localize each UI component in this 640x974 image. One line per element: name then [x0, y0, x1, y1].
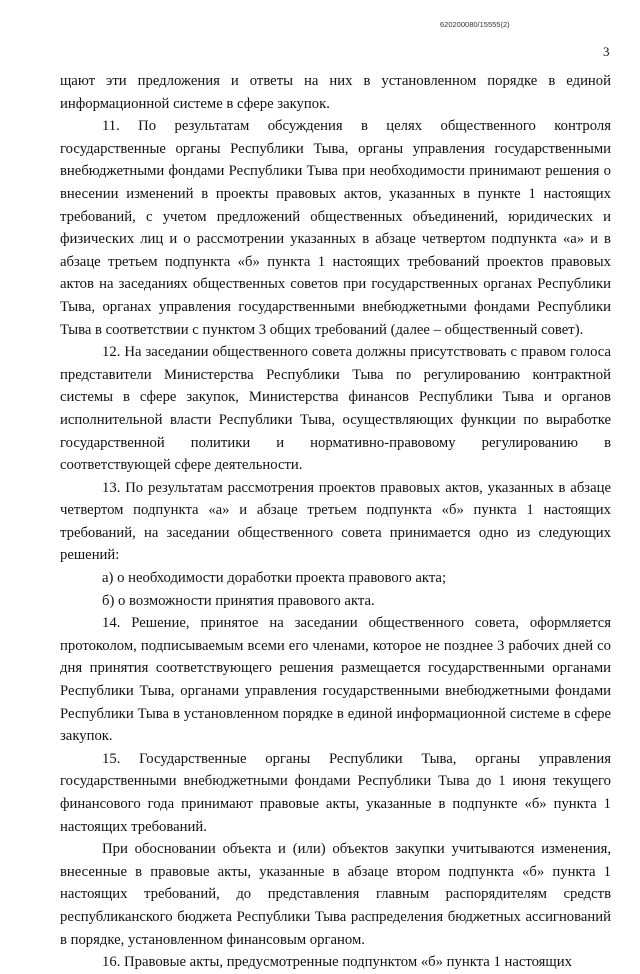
- list-item-b: б) о возможности принятия правового акта.: [102, 592, 375, 609]
- document-code: 620200080/15555(2): [440, 20, 510, 29]
- paragraph-11: 11. По результатам обсуждения в целях общественного контроля государственные органы Республики Тыва, органы управления государственными внебюджетными фондами Республики Тыва при необходимости принимают решения о внесении изменений в проекты правовых актов, указанных в пункте 1 настоящих требований, с учетом предложений общественных объединений, юридических и физических лиц и о рассмотрении указанных в абзаце четвертом подпункта «а» и в абзаце третьем подпункта «б» пункта 1 настоящих требований проектов правовых актов на заседаниях общественных советов при государственных органах Республики Тыва, органах управления государственными внебюджетными фондами Республики Тыва в соответствии с пунктом 3 общих требований (далее – общественный совет).: [60, 118, 611, 338]
- document-body: [60, 70, 611, 974]
- page-number: 3: [603, 44, 610, 59]
- paragraph-13: 13. По результатам рассмотрения проектов правовых актов, указанных в абзаце четвертом подпункта «а» и абзаце третьем подпункта «б» пункта 1 настоящих требований, на заседании общественного совета принимается одно из следующих решений:: [60, 479, 611, 564]
- paragraph-15: 15. Государственные органы Республики Тыва, органы управления государственными внебюджетными фондами Республики Тыва до 1 июня текущего финансового года принимают правовые акты, указанные в подпункте «б» пункта 1 настоящих требований.: [60, 750, 611, 835]
- paragraph-15-note: При обосновании объекта и (или) объектов закупки учитываются изменения, внесенные в правовые акты, указанные в абзаце втором подпункта «б» пункта 1 настоящих требований, до представления главным распорядителям средств республиканского бюджета Республики Тыва распределения бюджетных ассигнований в порядке, установленном финансовым органом.: [60, 841, 611, 948]
- paragraph-14: 14. Решение, принятое на заседании общественного совета, оформляется протоколом, подписываемым всеми его членами, которое не позднее 3 рабочих дней со дня принятия соответствующего решения размещается государственными органами Республики Тыва, органами управления государственными внебюджетными фондами Республики Тыва в установленном порядке в единой информационной системе в сфере закупок.: [60, 615, 611, 745]
- paragraph-16: 16. Правовые акты, предусмотренные подпунктом «б» пункта 1 настоящих: [102, 954, 572, 971]
- paragraph-continuation: щают эти предложения и ответы на них в установленном порядке в единой информационной системе в сфере закупок.: [60, 73, 611, 112]
- list-item-a: а) о необходимости доработки проекта правового акта;: [102, 570, 447, 587]
- paragraph-12: 12. На заседании общественного совета должны присутствовать с правом голоса представители Министерства Республики Тыва по регулированию контрактной системы в сфере закупок, Министерства финансов Республики Тыва и органов исполнительной власти Республики Тыва, осуществляющих функции по выработке государственной политики и нормативно-правовому регулированию в соответствующей сфере деятельности.: [60, 344, 611, 474]
